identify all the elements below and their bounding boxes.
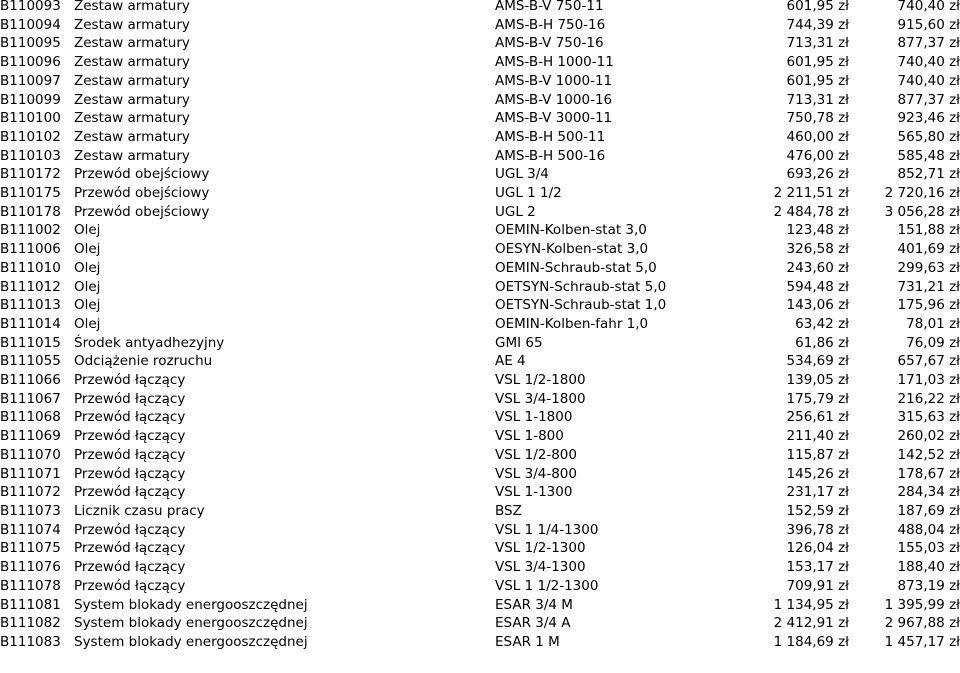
gross-price-cell: 284,34 zł — [897, 484, 960, 501]
net-price-cell: 2 412,91 zł — [773, 615, 849, 632]
product-model-cell: AMS-B-H 500-11 — [495, 128, 606, 145]
net-price-cell: 145,26 zł — [786, 465, 849, 482]
product-code-cell: B111010 — [0, 259, 61, 276]
table-row — [0, 259, 960, 278]
net-price-cell: 1 134,95 zł — [773, 596, 849, 613]
product-code-cell: B110099 — [0, 91, 61, 108]
product-code-cell: B110175 — [0, 185, 61, 202]
gross-price-cell: 740,40 zł — [897, 54, 960, 71]
product-name-cell: Przewód łączący — [74, 428, 186, 445]
table-row — [0, 184, 960, 203]
gross-price-cell: 565,80 zł — [897, 128, 960, 145]
product-code-cell: B111012 — [0, 278, 61, 295]
product-model-cell: ESAR 3/4 A — [495, 615, 571, 632]
net-price-cell: 713,31 zł — [786, 35, 849, 52]
net-price-cell: 594,48 zł — [786, 278, 849, 295]
product-code-cell: B111068 — [0, 409, 61, 426]
product-model-cell: AMS-B-V 1000-11 — [495, 72, 613, 89]
product-code-cell: B111066 — [0, 372, 61, 389]
gross-price-cell: 1 395,99 zł — [884, 596, 960, 613]
product-name-cell: Przewód łączący — [74, 484, 186, 501]
net-price-cell: 152,59 zł — [786, 502, 849, 519]
product-model-cell: OESYN-Kolben-stat 3,0 — [495, 241, 649, 258]
product-code-cell: B111081 — [0, 596, 61, 613]
net-price-cell: 709,91 zł — [786, 577, 849, 594]
gross-price-cell: 740,40 zł — [897, 0, 960, 14]
gross-price-cell: 585,48 zł — [897, 147, 960, 164]
product-model-cell: VSL 1-1800 — [495, 409, 573, 426]
product-model-cell: ESAR 3/4 M — [495, 596, 573, 613]
table-row — [0, 165, 960, 184]
net-price-cell: 713,31 zł — [786, 91, 849, 108]
product-code-cell: B111076 — [0, 559, 61, 576]
gross-price-cell: 2 720,16 zł — [884, 185, 960, 202]
net-price-cell: 115,87 zł — [786, 446, 849, 463]
gross-price-cell: 151,88 zł — [897, 222, 960, 239]
product-code-cell: B111074 — [0, 521, 61, 538]
table-row — [0, 16, 960, 35]
table-row — [0, 334, 960, 353]
net-price-cell: 231,17 zł — [786, 484, 849, 501]
table-row — [0, 596, 960, 615]
product-code-cell: B110093 — [0, 0, 61, 14]
product-model-cell: VSL 3/4-800 — [495, 465, 577, 482]
product-model-cell: VSL 1-800 — [495, 428, 564, 445]
product-name-cell: Przewód łączący — [74, 521, 186, 538]
product-name-cell: Olej — [74, 222, 101, 239]
net-price-cell: 1 184,69 zł — [773, 633, 849, 650]
net-price-cell: 326,58 zł — [786, 241, 849, 258]
net-price-cell: 693,26 zł — [786, 166, 849, 183]
gross-price-cell: 171,03 zł — [897, 372, 960, 389]
product-name-cell: Przewód łączący — [74, 559, 186, 576]
gross-price-cell: 731,21 zł — [897, 278, 960, 295]
table-row — [0, 296, 960, 315]
product-code-cell: B111078 — [0, 577, 61, 594]
product-name-cell: Przewód łączący — [74, 390, 186, 407]
gross-price-cell: 877,37 zł — [897, 91, 960, 108]
product-name-cell: Olej — [74, 278, 101, 295]
net-price-cell: 476,00 zł — [786, 147, 849, 164]
gross-price-cell: 1 457,17 zł — [884, 633, 960, 650]
gross-price-cell: 488,04 zł — [897, 521, 960, 538]
table-row — [0, 427, 960, 446]
net-price-cell: 2 484,78 zł — [773, 203, 849, 220]
product-name-cell: Przewód łączący — [74, 446, 186, 463]
net-price-cell: 396,78 zł — [786, 521, 849, 538]
net-price-cell: 61,86 zł — [795, 334, 849, 351]
product-model-cell: UGL 2 — [495, 203, 536, 220]
gross-price-cell: 3 056,28 zł — [884, 203, 960, 220]
product-name-cell: Przewód łączący — [74, 577, 186, 594]
net-price-cell: 460,00 zł — [786, 128, 849, 145]
product-model-cell: AMS-B-V 750-11 — [495, 0, 604, 14]
product-code-cell: B111083 — [0, 633, 61, 650]
table-row — [0, 465, 960, 484]
product-model-cell: ESAR 1 M — [495, 633, 560, 650]
net-price-cell: 63,42 zł — [795, 315, 849, 332]
product-name-cell: Olej — [74, 315, 101, 332]
table-row — [0, 577, 960, 596]
gross-price-cell: 923,46 zł — [897, 110, 960, 127]
net-price-cell: 601,95 zł — [786, 54, 849, 71]
product-name-cell: Przewód łączący — [74, 540, 186, 557]
table-row — [0, 0, 960, 16]
product-model-cell: VSL 1/2-800 — [495, 446, 577, 463]
product-model-cell: VSL 3/4-1300 — [495, 559, 586, 576]
product-code-cell: B111069 — [0, 428, 61, 445]
table-row — [0, 390, 960, 409]
product-code-cell: B110102 — [0, 128, 61, 145]
gross-price-cell: 142,52 zł — [897, 446, 960, 463]
table-row — [0, 633, 960, 652]
table-row — [0, 240, 960, 259]
product-model-cell: VSL 3/4-1800 — [495, 390, 586, 407]
net-price-cell: 601,95 zł — [786, 72, 849, 89]
product-code-cell: B111082 — [0, 615, 61, 632]
table-row — [0, 221, 960, 240]
product-name-cell: Olej — [74, 297, 101, 314]
product-name-cell: System blokady energooszczędnej — [74, 596, 308, 613]
product-model-cell: VSL 1 1/2-1300 — [495, 577, 599, 594]
gross-price-cell: 657,67 zł — [897, 353, 960, 370]
table-row — [0, 315, 960, 334]
net-price-cell: 256,61 zł — [786, 409, 849, 426]
gross-price-cell: 315,63 zł — [897, 409, 960, 426]
product-model-cell: AE 4 — [495, 353, 526, 370]
product-code-cell: B111072 — [0, 484, 61, 501]
product-model-cell: AMS-B-H 1000-11 — [495, 54, 614, 71]
table-row — [0, 483, 960, 502]
product-model-cell: VSL 1 1/4-1300 — [495, 521, 599, 538]
product-model-cell: OEMIN-Kolben-stat 3,0 — [495, 222, 647, 239]
net-price-cell: 175,79 zł — [786, 390, 849, 407]
product-code-cell: B111002 — [0, 222, 61, 239]
product-model-cell: AMS-B-V 3000-11 — [495, 110, 613, 127]
product-code-cell: B110096 — [0, 54, 61, 71]
net-price-cell: 534,69 zł — [786, 353, 849, 370]
product-name-cell: Przewód obejściowy — [74, 166, 210, 183]
product-name-cell: Zestaw armatury — [74, 16, 190, 33]
table-row — [0, 34, 960, 53]
gross-price-cell: 873,19 zł — [897, 577, 960, 594]
net-price-cell: 744,39 zł — [786, 16, 849, 33]
product-name-cell: Zestaw armatury — [74, 110, 190, 127]
product-model-cell: AMS-B-V 750-16 — [495, 35, 604, 52]
product-model-cell: BSZ — [495, 502, 522, 519]
product-model-cell: VSL 1-1300 — [495, 484, 573, 501]
product-model-cell: UGL 1 1/2 — [495, 185, 562, 202]
product-code-cell: B110097 — [0, 72, 61, 89]
table-row — [0, 521, 960, 540]
product-name-cell: Środek antyadhezyjny — [74, 334, 225, 351]
product-model-cell: GMI 65 — [495, 334, 543, 351]
net-price-cell: 2 211,51 zł — [773, 185, 849, 202]
product-name-cell: Zestaw armatury — [74, 128, 190, 145]
gross-price-cell: 740,40 zł — [897, 72, 960, 89]
product-code-cell: B111013 — [0, 297, 61, 314]
product-code-cell: B111006 — [0, 241, 61, 258]
product-name-cell: Przewód łączący — [74, 409, 186, 426]
gross-price-cell: 188,40 zł — [897, 559, 960, 576]
table-row — [0, 558, 960, 577]
table-row — [0, 91, 960, 110]
product-name-cell: Przewód łączący — [74, 465, 186, 482]
table-row — [0, 203, 960, 222]
product-model-cell: AMS-B-V 1000-16 — [495, 91, 613, 108]
product-code-cell: B111073 — [0, 502, 61, 519]
product-code-cell: B110103 — [0, 147, 61, 164]
product-name-cell: System blokady energooszczędnej — [74, 633, 308, 650]
product-name-cell: Przewód obejściowy — [74, 203, 210, 220]
gross-price-cell: 175,96 zł — [897, 297, 960, 314]
table-row — [0, 502, 960, 521]
table-row — [0, 128, 960, 147]
product-model-cell: VSL 1/2-1300 — [495, 540, 586, 557]
product-name-cell: Zestaw armatury — [74, 54, 190, 71]
gross-price-cell: 260,02 zł — [897, 428, 960, 445]
product-code-cell: B111071 — [0, 465, 61, 482]
product-code-cell: B110094 — [0, 16, 61, 33]
net-price-cell: 143,06 zł — [786, 297, 849, 314]
gross-price-cell: 401,69 zł — [897, 241, 960, 258]
table-row — [0, 72, 960, 91]
product-name-cell: Zestaw armatury — [74, 72, 190, 89]
product-code-cell: B111067 — [0, 390, 61, 407]
product-code-cell: B110172 — [0, 166, 61, 183]
table-row — [0, 446, 960, 465]
product-name-cell: Przewód łączący — [74, 372, 186, 389]
gross-price-cell: 155,03 zł — [897, 540, 960, 557]
net-price-cell: 139,05 zł — [786, 372, 849, 389]
product-name-cell: System blokady energooszczędnej — [74, 615, 308, 632]
product-model-cell: OEMIN-Kolben-fahr 1,0 — [495, 315, 649, 332]
table-row — [0, 109, 960, 128]
product-name-cell: Zestaw armatury — [74, 0, 190, 14]
gross-price-cell: 78,01 zł — [906, 315, 960, 332]
product-model-cell: OETSYN-Schraub-stat 5,0 — [495, 278, 667, 295]
product-name-cell: Olej — [74, 259, 101, 276]
product-name-cell: Licznik czasu pracy — [74, 502, 205, 519]
product-model-cell: OETSYN-Schraub-stat 1,0 — [495, 297, 667, 314]
product-name-cell: Zestaw armatury — [74, 147, 190, 164]
product-name-cell: Przewód obejściowy — [74, 185, 210, 202]
product-code-cell: B111015 — [0, 334, 61, 351]
product-code-cell: B111055 — [0, 353, 61, 370]
product-code-cell: B110178 — [0, 203, 61, 220]
gross-price-cell: 299,63 zł — [897, 259, 960, 276]
gross-price-cell: 877,37 zł — [897, 35, 960, 52]
product-code-cell: B111070 — [0, 446, 61, 463]
gross-price-cell: 76,09 zł — [906, 334, 960, 351]
product-name-cell: Zestaw armatury — [74, 35, 190, 52]
product-model-cell: AMS-B-H 750-16 — [495, 16, 606, 33]
product-model-cell: AMS-B-H 500-16 — [495, 147, 606, 164]
product-code-cell: B111075 — [0, 540, 61, 557]
net-price-cell: 211,40 zł — [786, 428, 849, 445]
gross-price-cell: 915,60 zł — [897, 16, 960, 33]
table-row — [0, 147, 960, 166]
product-name-cell: Odciążenie rozruchu — [74, 353, 213, 370]
product-model-cell: UGL 3/4 — [495, 166, 549, 183]
gross-price-cell: 178,67 zł — [897, 465, 960, 482]
gross-price-cell: 187,69 zł — [897, 502, 960, 519]
net-price-cell: 243,60 zł — [786, 259, 849, 276]
gross-price-cell: 852,71 zł — [897, 166, 960, 183]
net-price-cell: 126,04 zł — [786, 540, 849, 557]
net-price-cell: 750,78 zł — [786, 110, 849, 127]
table-row — [0, 614, 960, 633]
table-row — [0, 371, 960, 390]
product-code-cell: B110095 — [0, 35, 61, 52]
product-code-cell: B110100 — [0, 110, 61, 127]
product-code-cell: B111014 — [0, 315, 61, 332]
product-model-cell: VSL 1/2-1800 — [495, 372, 586, 389]
net-price-cell: 153,17 zł — [786, 559, 849, 576]
table-row — [0, 352, 960, 371]
product-name-cell: Olej — [74, 241, 101, 258]
product-name-cell: Zestaw armatury — [74, 91, 190, 108]
net-price-cell: 601,95 zł — [786, 0, 849, 14]
gross-price-cell: 2 967,88 zł — [884, 615, 960, 632]
table-row — [0, 539, 960, 558]
table-row — [0, 278, 960, 297]
gross-price-cell: 216,22 zł — [897, 390, 960, 407]
product-model-cell: OEMIN-Schraub-stat 5,0 — [495, 259, 657, 276]
net-price-cell: 123,48 zł — [786, 222, 849, 239]
table-row — [0, 408, 960, 427]
table-row — [0, 53, 960, 72]
